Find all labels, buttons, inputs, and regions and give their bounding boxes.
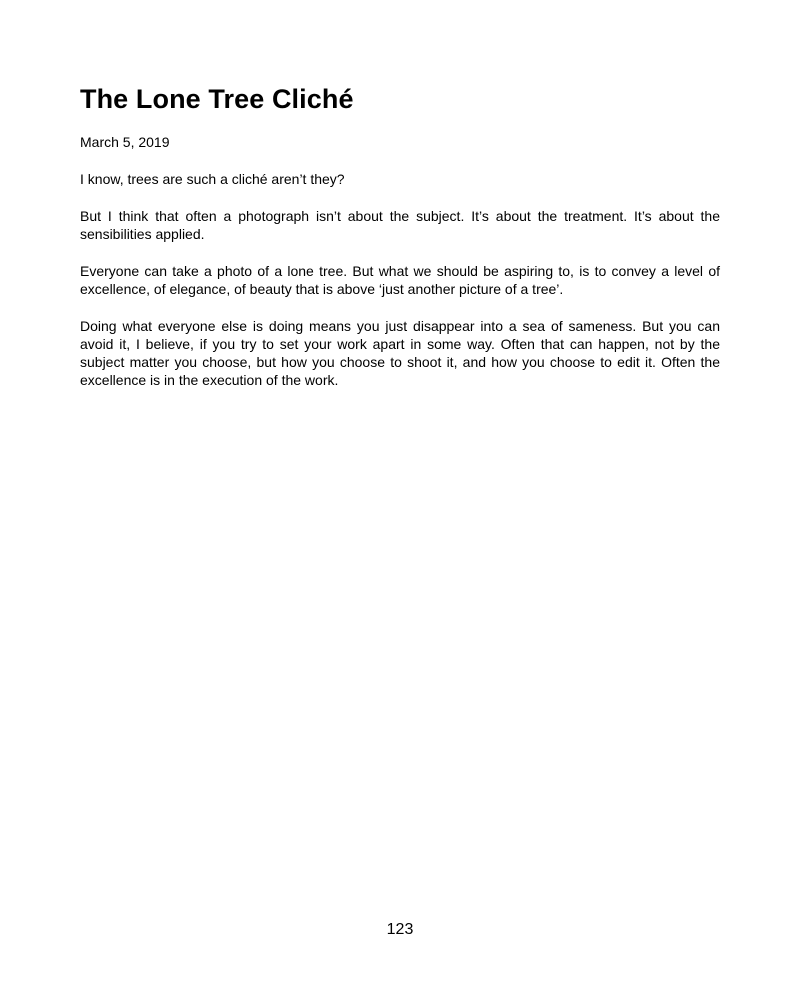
article-date: March 5, 2019 [80,134,170,150]
paragraph: Everyone can take a photo of a lone tree. But what we should be aspiring to, is to convey a level of excellence, of elegance, of beauty that is above ‘just another picture of a tree’. [80,263,720,297]
page-title: The Lone Tree Cliché [80,84,354,114]
paragraph: Doing what everyone else is doing means you just disappear into a sea of sameness. But you can avoid it, I believe, if you try to set your work apart in some way. Often that can happen, not by the subject matter you choose, but how you choose to shoot it, and how you choose to edit it. Often the excellence is in the execution of the work. [80,318,720,388]
paragraph: I know, trees are such a cliché aren’t they? [80,171,345,187]
article-body [80,170,720,389]
article [80,82,720,408]
paragraph: But I think that often a photograph isn’t about the subject. It’s about the treatment. It’s about the sensibilities applied. [80,208,720,242]
page-number: 123 [386,921,414,938]
